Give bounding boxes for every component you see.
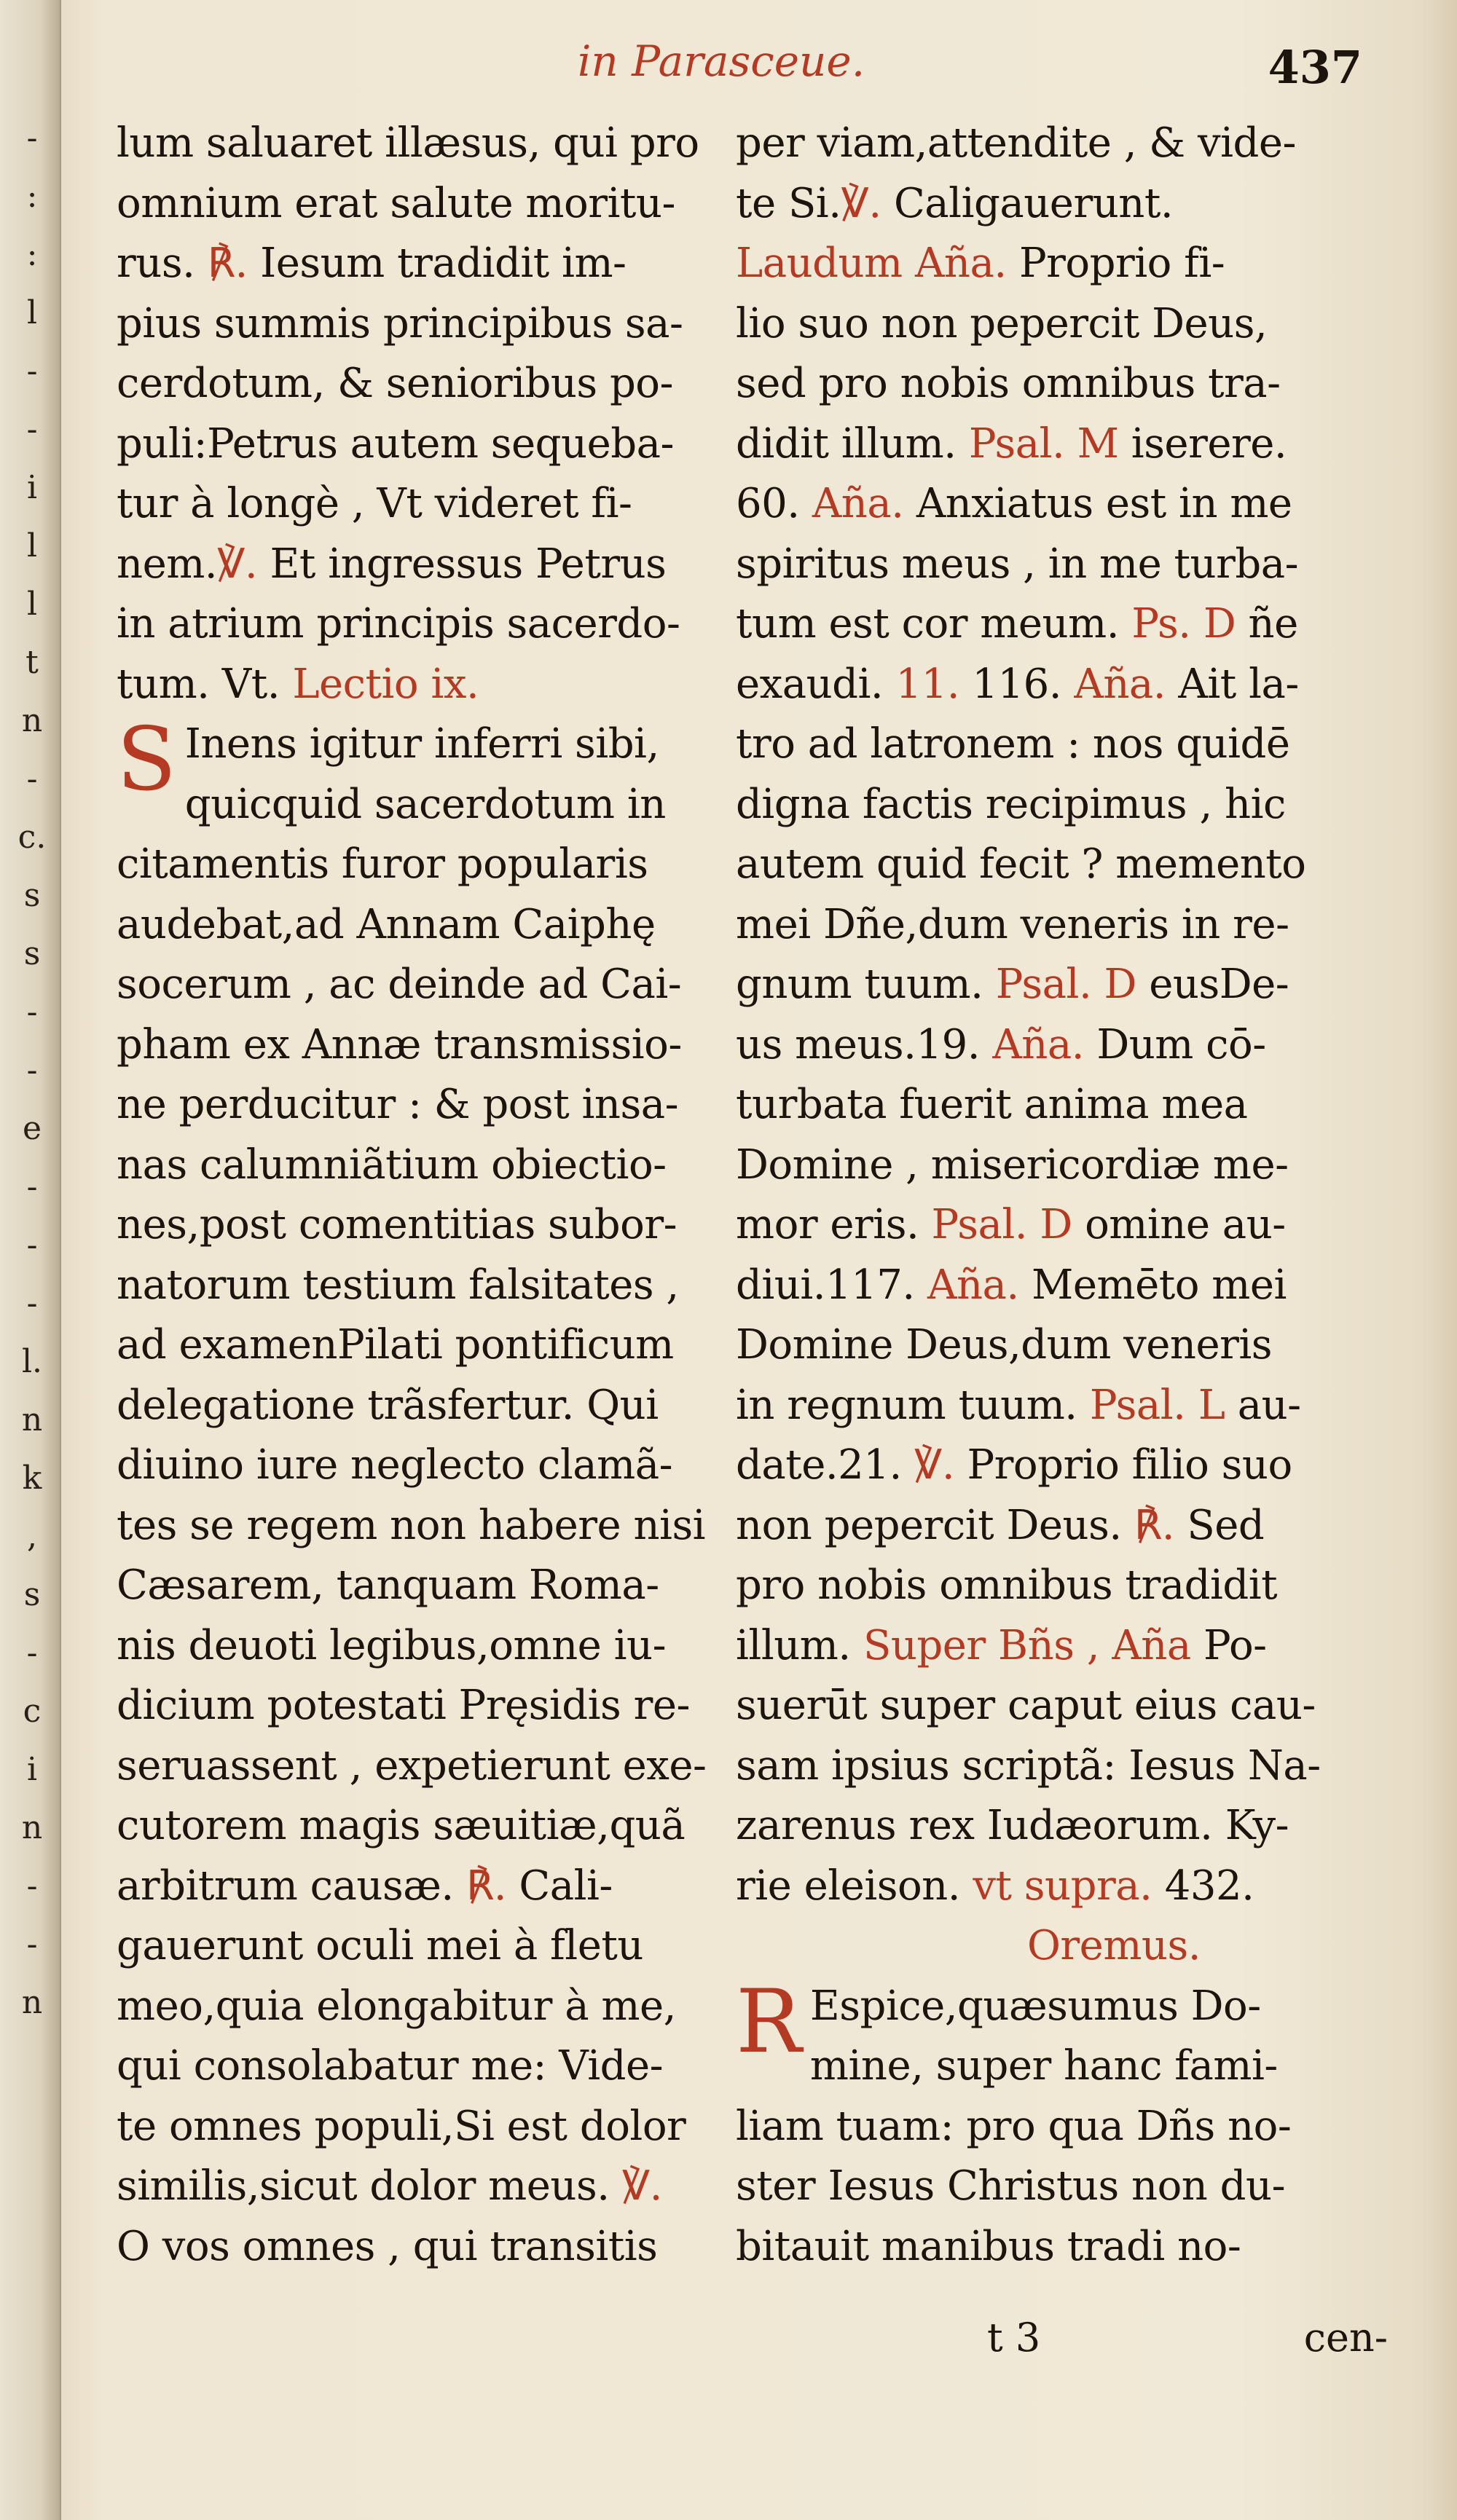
text-line [117, 2036, 736, 2097]
text-line [117, 835, 736, 895]
text-line [736, 1135, 1370, 1196]
text-line [736, 1736, 1370, 1797]
text-line [117, 1496, 736, 1556]
facing-page-letter: - [26, 1052, 38, 1089]
line-text: tum. Vt. [117, 660, 293, 708]
line-text: mor eris. [736, 1201, 932, 1248]
line-text: Espice,quæsumus Do- [809, 1982, 1261, 2030]
line-text: eusDe- [1136, 961, 1289, 1008]
line-text: tum est cor meum. [736, 600, 1132, 647]
text-line [736, 895, 1370, 956]
line-text: zarenus rex Iudæorum. Ky- [736, 1802, 1289, 1849]
line-text: cutorem magis sæuitiæ,quã [117, 1802, 686, 1849]
facing-page-letters [10, 109, 54, 2032]
text-line [117, 895, 736, 956]
text-line [117, 234, 736, 294]
rubric: Aña. [812, 480, 904, 527]
line-text: au- [1225, 1381, 1301, 1429]
line-text: puli:Petrus autem sequeba- [117, 420, 674, 468]
text-line [736, 835, 1370, 895]
line-text: cerdotum, & senioribus po- [117, 360, 673, 407]
facing-page-letter: - [26, 1926, 38, 1963]
line-text: nes,post comentitias subor- [117, 1201, 678, 1248]
line-text: 60. [736, 480, 812, 527]
rubric: ℣. [914, 1441, 955, 1489]
text-line [117, 655, 736, 715]
text-line [736, 1556, 1370, 1616]
text-line [117, 414, 736, 475]
rubric: ℟. [466, 1862, 507, 1910]
line-text: tes se regem non habere nisi [117, 1501, 706, 1549]
facing-page-letter: : [26, 236, 38, 273]
text-line [117, 1736, 736, 1797]
rubric: Psal. L [1089, 1381, 1225, 1429]
line-text: Cali- [506, 1862, 613, 1910]
text-line [117, 2157, 736, 2217]
text-line [117, 1556, 736, 1616]
line-text: rus. [117, 240, 208, 287]
line-text: omine au- [1072, 1201, 1286, 1248]
facing-page-letter: i [26, 1751, 38, 1788]
line-text: autem quid fecit ? memento [736, 840, 1306, 888]
text-line [736, 775, 1370, 835]
rubric: vt supra. [973, 1862, 1152, 1910]
facing-page-letter: l [26, 586, 38, 623]
text-line [736, 1856, 1370, 1917]
line-text: mine, super hanc fami- [809, 2042, 1278, 2090]
rubric: Psal. M [968, 420, 1119, 468]
facing-page-letter: - [26, 1226, 38, 1264]
line-text: pham ex Annæ transmissio- [117, 1020, 682, 1068]
text-line [117, 1616, 736, 1677]
line-text: didit illum. [736, 420, 969, 468]
facing-page-letter: - [26, 1285, 38, 1322]
line-text: turbata fuerit anima mea [736, 1081, 1248, 1128]
page-number: 437 [1268, 41, 1362, 94]
text-line [736, 174, 1370, 235]
text-line [736, 1676, 1370, 1736]
text-line [117, 1796, 736, 1856]
line-text: delegatione trãsfertur. Qui [117, 1381, 659, 1429]
line-text: O vos omnes , qui transitis [117, 2222, 658, 2270]
line-text: quicquid sacerdotum in [184, 780, 666, 828]
line-text: sam ipsius scriptã: Iesus Na- [736, 1741, 1321, 1789]
text-line [117, 1195, 736, 1256]
drop-initial: R [736, 1971, 801, 2073]
line-text: Domine , misericordiæ me- [736, 1141, 1289, 1189]
text-line [117, 1315, 736, 1376]
line-text: lio suo non pepercit Deus, [736, 299, 1268, 347]
facing-page-letter: s [23, 935, 41, 972]
line-text: Iesum tradidit im- [247, 240, 627, 287]
text-line [117, 474, 736, 535]
text-line [736, 414, 1370, 475]
text-line [117, 1856, 736, 1917]
line-text: liam tuam: pro qua Dñs no- [736, 2102, 1292, 2150]
line-text: natorum testium falsitates , [117, 1261, 679, 1309]
text-line [736, 1796, 1370, 1856]
line-text: Po- [1190, 1621, 1267, 1669]
line-text: arbitrum causæ. [117, 1862, 466, 1910]
line-text: spiritus meus , in me turba- [736, 540, 1299, 588]
line-text: nas calumniãtium obiectio- [117, 1141, 667, 1189]
line-text: diui.117. [736, 1261, 928, 1309]
line-text: Proprio fi- [1006, 240, 1225, 287]
drop-initial: S [117, 709, 176, 811]
line-text: illum. [736, 1621, 863, 1669]
text-line [736, 294, 1370, 355]
rubric: Aña. [1074, 660, 1166, 708]
line-text: in regnum tuum. [736, 1381, 1090, 1429]
text-line [736, 114, 1370, 174]
line-text: ad examenPilati pontificum [117, 1321, 674, 1369]
facing-page-letter: , [27, 1518, 37, 1555]
facing-page-letter: n [21, 702, 43, 739]
text-line [117, 174, 736, 235]
facing-page-letter: i [26, 469, 38, 506]
rubric: Psal. D [931, 1201, 1072, 1248]
line-text: nem. [117, 540, 218, 588]
running-head: in Parasceue. [577, 36, 865, 86]
line-text: mei Dñe,dum veneris in re- [736, 900, 1289, 948]
line-text: sed pro nobis omnibus tra- [736, 360, 1281, 407]
line-text: Ait la- [1166, 660, 1299, 708]
rubric: Super Bñs , Aña [863, 1621, 1191, 1669]
facing-page-letter: n [21, 1401, 43, 1438]
rubric: Laudum Aña. [736, 240, 1007, 287]
line-text: Dum cō- [1084, 1020, 1266, 1068]
text-line [736, 2157, 1370, 2217]
facing-page-letter: - [26, 993, 38, 1031]
text-line [736, 354, 1370, 414]
facing-page-letter: - [26, 1867, 38, 1905]
facing-page-letter: t [25, 644, 39, 681]
text-line [736, 1616, 1370, 1677]
line-text: gauerunt oculi mei à fletu [117, 1922, 643, 1969]
line-text: pro nobis omnibus tradidit [736, 1562, 1278, 1609]
text-line [117, 1075, 736, 1135]
line-text: socerum , ac deinde ad Cai- [117, 961, 682, 1008]
facing-page-letter: : [26, 178, 38, 215]
text-line [736, 1436, 1370, 1496]
line-text: meo,quia elongabitur à me, [117, 1982, 676, 2030]
text-line [117, 2097, 736, 2157]
line-text: qui consolabatur me: Vide- [117, 2042, 664, 2090]
text-line [117, 594, 736, 655]
facing-page-letter: c [23, 1693, 42, 1730]
rubric: Aña. [992, 1020, 1085, 1068]
line-text: in atrium principis sacerdo- [117, 600, 680, 647]
line-text: Caligauerunt. [881, 179, 1174, 227]
text-line [117, 775, 736, 835]
text-line [736, 1376, 1370, 1436]
line-text: diuino iure neglecto clamã- [117, 1441, 673, 1489]
text-line [117, 1436, 736, 1496]
line-text: ne perducitur : & post insa- [117, 1081, 679, 1128]
line-text: Inens igitur inferri sibi, [184, 720, 659, 768]
text-line [736, 2217, 1370, 2277]
rubric: ℣. [217, 540, 258, 588]
line-text: Sed [1174, 1501, 1265, 1549]
line-text: te omnes populi,Si est dolor [117, 2102, 686, 2150]
facing-page-letter: s [23, 877, 41, 914]
text-line [117, 1015, 736, 1076]
text-line [117, 955, 736, 1015]
rubric: ℣. [841, 179, 881, 227]
line-text: lum saluaret illæsus, qui pro [117, 119, 699, 167]
line-text: exaudi. [736, 660, 896, 708]
text-line [736, 1075, 1370, 1135]
line-text: Proprio filio suo [954, 1441, 1292, 1489]
line-text: te Si. [736, 179, 841, 227]
facing-page-letter: - [26, 1634, 38, 1672]
facing-page-letter: n [21, 1984, 43, 2021]
facing-page-letter: - [26, 1168, 38, 1205]
rubric: Ps. D [1131, 600, 1236, 647]
facing-page-letter: s [23, 1576, 41, 1613]
line-text: dicium potestati Pręsidis re- [117, 1682, 690, 1729]
line-text: gnum tuum. [736, 961, 996, 1008]
line-text: citamentis furor popularis [117, 840, 648, 888]
line-text: ster Iesus Christus non du- [736, 2162, 1285, 2210]
text-line [736, 2097, 1370, 2157]
line-text: seruassent , expetierunt exe- [117, 1741, 707, 1789]
line-text: pius summis principibus sa- [117, 299, 683, 347]
line-text: tro ad latronem : nos quidē [736, 720, 1290, 768]
line-text: Memēto mei [1018, 1261, 1287, 1309]
rubric: Psal. D [995, 961, 1136, 1008]
text-line [117, 1977, 736, 2037]
line-text: tur à longè , Vt videret fi- [117, 480, 632, 527]
rubric: Aña. [927, 1261, 1019, 1309]
text-line [117, 2217, 736, 2277]
line-text: rie eleison. [736, 1862, 973, 1910]
text-line [736, 1916, 1370, 1977]
text-line [117, 1256, 736, 1316]
facing-page-letter: l. [21, 1343, 43, 1380]
line-text: audebat,ad Annam Caiphę [117, 900, 656, 948]
line-text: suerūt super caput eius cau- [736, 1682, 1316, 1729]
text-line [736, 1256, 1370, 1316]
line-text: per viam,attendite , & vide- [736, 119, 1296, 167]
facing-page-letter: - [26, 760, 38, 798]
line-text: ñe [1236, 600, 1298, 647]
right-column [736, 114, 1370, 2277]
text-line [736, 955, 1370, 1015]
text-line [736, 2036, 1370, 2097]
text-line [117, 294, 736, 355]
rubric: ℣. [621, 2162, 662, 2210]
text-line [117, 114, 736, 174]
facing-page-letter: c. [17, 819, 47, 856]
text-line [736, 1195, 1370, 1256]
text-line [736, 655, 1370, 715]
line-text: bitauit manibus tradi no- [736, 2222, 1241, 2270]
facing-page-letter: n [21, 1809, 43, 1846]
text-line [736, 1015, 1370, 1076]
text-line [117, 1916, 736, 1977]
rubric: ℟. [207, 240, 248, 287]
text-line [117, 1376, 736, 1436]
text-line [117, 1676, 736, 1736]
signature-mark: t 3 [987, 2315, 1041, 2360]
text-line [736, 714, 1370, 775]
line-text: omnium erat salute moritu- [117, 179, 675, 227]
facing-page-letter: - [26, 119, 38, 157]
line-text: 116. [959, 660, 1075, 708]
rubric: 11. [895, 660, 960, 708]
line-text: nis deuoti legibus,omne iu- [117, 1621, 666, 1669]
rubric: ℟. [1134, 1501, 1175, 1549]
line-text: Anxiatus est in me [903, 480, 1292, 527]
left-column [117, 114, 736, 2277]
facing-page-letter: l [26, 294, 38, 331]
text-line [117, 354, 736, 414]
text-line [736, 1496, 1370, 1556]
line-text: Et ingressus Petrus [257, 540, 667, 588]
text-line [117, 535, 736, 595]
text-line [117, 1135, 736, 1196]
text-line [736, 594, 1370, 655]
facing-page-letter: - [26, 411, 38, 448]
line-text: us meus.19. [736, 1020, 993, 1068]
line-text: digna factis recipimus , hic [736, 780, 1286, 828]
line-text: iserere. [1118, 420, 1287, 468]
facing-page-letter: k [22, 1460, 42, 1497]
line-text: 432. [1152, 1862, 1254, 1910]
text-line [736, 234, 1370, 294]
facing-page-edge [0, 0, 61, 2520]
line-text: date.21. [736, 1441, 915, 1489]
facing-page-letter: e [22, 1110, 42, 1147]
line-text: non pepercit Deus. [736, 1501, 1134, 1549]
text-line [736, 474, 1370, 535]
section-heading: Oremus. [1027, 1922, 1201, 1969]
text-line [736, 535, 1370, 595]
facing-page-letter: l [26, 527, 38, 564]
text-line [736, 1315, 1370, 1376]
catchword: cen- [1303, 2315, 1388, 2360]
facing-page-letter: - [26, 353, 38, 390]
line-text: Cæsarem, tanquam Roma- [117, 1562, 659, 1609]
rubric: Lectio ix. [292, 660, 479, 708]
line-text: Domine Deus,dum veneris [736, 1321, 1272, 1369]
line-text: similis,sicut dolor meus. [117, 2162, 622, 2210]
